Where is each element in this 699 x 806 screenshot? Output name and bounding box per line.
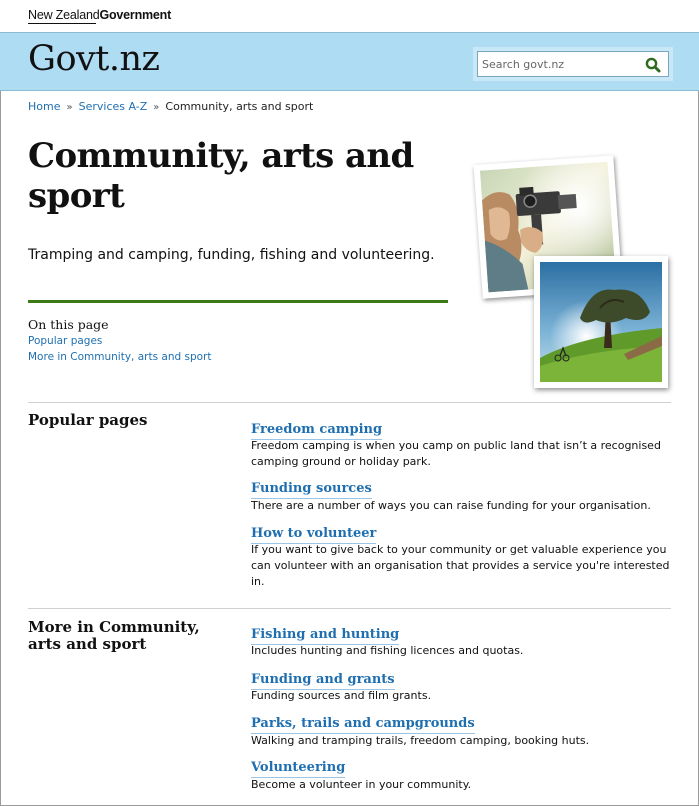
nz-government-logo[interactable]: [28, 8, 171, 22]
search-form: [473, 47, 673, 81]
breadcrumb-home[interactable]: Home: [28, 100, 61, 113]
link-funding-and-grants[interactable]: Funding and grants: [251, 672, 395, 690]
section-rule: [28, 300, 448, 303]
link-funding-sources[interactable]: Funding sources: [251, 481, 372, 499]
breadcrumb-separator: »: [66, 102, 73, 113]
section-divider: [28, 402, 671, 403]
popular-pages-heading: Popular pages: [28, 411, 148, 429]
breadcrumb-separator: »: [153, 102, 160, 113]
search-icon: [644, 56, 662, 74]
desc-fishing-and-hunting: Includes hunting and fishing licences and quotas.: [251, 644, 524, 657]
breadcrumb-services[interactable]: Services A-Z: [78, 100, 148, 113]
tree-cyclist-photo: [540, 262, 662, 382]
section-divider: [28, 608, 671, 609]
link-parks-trails-campgrounds[interactable]: Parks, trails and campgrounds: [251, 716, 475, 734]
desc-parks-trails-campgrounds: Walking and tramping trails, freedom camping, booking huts.: [251, 734, 590, 747]
site-header: [0, 32, 699, 91]
link-how-to-volunteer[interactable]: How to volunteer: [251, 526, 376, 544]
government-bar: [0, 0, 699, 32]
link-volunteering[interactable]: Volunteering: [251, 760, 345, 778]
desc-how-to-volunteer: If you want to give back to your community or get valuable experience you can volunteer with an organisation that provides a service you're interested in.: [251, 543, 670, 588]
link-freedom-camping[interactable]: Freedom camping: [251, 422, 382, 440]
search-button[interactable]: [644, 55, 664, 74]
desc-volunteering: Become a volunteer in your community.: [251, 778, 472, 791]
logo-suffix: Government: [99, 8, 172, 22]
logo-underline: [28, 23, 96, 24]
search-input[interactable]: [482, 55, 638, 73]
on-this-page-link-more[interactable]: More in Community, arts and sport: [28, 351, 212, 363]
desc-funding-sources: There are a number of ways you can raise funding for your organisation.: [251, 499, 651, 512]
site-title[interactable]: Govt.nz: [28, 39, 160, 79]
desc-freedom-camping: Freedom camping is when you camp on public land that isn’t a recognised camping ground or holiday park.: [251, 439, 661, 468]
more-in-heading: More in Community, arts and sport: [28, 618, 200, 653]
desc-funding-and-grants: Funding sources and film grants.: [251, 689, 432, 702]
photo-tree-cyclist: [534, 256, 668, 388]
page-intro: Tramping and camping, funding, fishing and volunteering.: [28, 247, 435, 263]
on-this-page-link-popular[interactable]: Popular pages: [28, 335, 103, 347]
link-fishing-and-hunting[interactable]: Fishing and hunting: [251, 627, 399, 645]
logo-prefix: New Zealand: [28, 8, 100, 22]
breadcrumb: [28, 100, 313, 113]
on-this-page-heading: On this page: [28, 317, 109, 332]
page-title: Community, arts and sport: [28, 136, 414, 216]
breadcrumb-current: Community, arts and sport: [165, 100, 314, 113]
search-box: [477, 51, 669, 77]
